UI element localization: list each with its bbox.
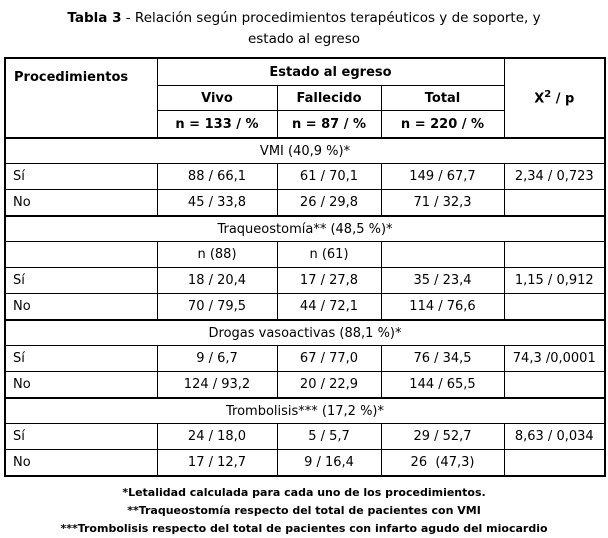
header-chi-p — [504, 58, 605, 138]
cell-chi — [504, 372, 605, 399]
table-title — [4, 8, 604, 50]
footnote-letalidad: *Letalidad calculada para cada uno de los procedimientos. — [122, 486, 486, 499]
table-title-line2: estado al egreso — [247, 31, 361, 47]
cell-fallecido: 44 / 72,1 — [277, 294, 381, 321]
row-label: Sí — [5, 424, 157, 450]
row-label: Sí — [5, 346, 157, 372]
cell-chi — [504, 450, 605, 477]
chi-p: / p — [551, 91, 575, 107]
row-label: Sí — [5, 268, 157, 294]
row-label: No — [5, 372, 157, 399]
cell-fallecido: 9 / 16,4 — [277, 450, 381, 477]
row-label: Sí — [5, 164, 157, 190]
header-n-total: n = 220 / % — [381, 111, 504, 139]
table-row-traqueostomia-si — [5, 268, 605, 294]
row-label — [5, 242, 157, 268]
row-label: No — [5, 294, 157, 321]
data-table — [4, 57, 606, 477]
header-procedimientos: Procedimientos — [5, 58, 157, 138]
table-row-trombolisis-si — [5, 424, 605, 450]
cell-total: 35 / 23,4 — [381, 268, 504, 294]
cell-vivo: 124 / 93,2 — [157, 372, 277, 399]
cell-total: 26 (47,3) — [381, 450, 504, 477]
cell-vivo: 70 / 79,5 — [157, 294, 277, 321]
cell-vivo: 18 / 20,4 — [157, 268, 277, 294]
section-header-traqueostomia: Traqueostomía** (48,5 %)* — [5, 216, 605, 242]
section-header-row-vmi — [5, 138, 605, 164]
table-row-traqueostomia-n — [5, 242, 605, 268]
cell-fallecido: 26 / 29,8 — [277, 190, 381, 217]
cell-vivo: 17 / 12,7 — [157, 450, 277, 477]
footnote-trombolisis: ***Trombolisis respecto del total de pacientes con infarto agudo del miocardio — [60, 522, 548, 535]
cell-n-fallecido: n (61) — [277, 242, 381, 268]
cell-total: 114 / 76,6 — [381, 294, 504, 321]
cell-vivo: 9 / 6,7 — [157, 346, 277, 372]
table-row-drogas-no — [5, 372, 605, 399]
cell-n-vivo: n (88) — [157, 242, 277, 268]
row-label: No — [5, 190, 157, 217]
cell-fallecido: 17 / 27,8 — [277, 268, 381, 294]
header-n-fallecido: n = 87 / % — [277, 111, 381, 139]
cell-total: 149 / 67,7 — [381, 164, 504, 190]
table-row-trombolisis-no — [5, 450, 605, 477]
cell-chi: 2,34 / 0,723 — [504, 164, 605, 190]
cell-total: 71 / 32,3 — [381, 190, 504, 217]
footnotes — [4, 484, 604, 538]
header-row-1 — [5, 58, 605, 86]
cell-fallecido: 5 / 5,7 — [277, 424, 381, 450]
table-title-label: Tabla 3 — [67, 10, 122, 26]
chi-x: X — [534, 91, 545, 107]
table-row-vmi-si — [5, 164, 605, 190]
table-row-traqueostomia-no — [5, 294, 605, 321]
table-title-line1: - Relación según procedimientos terapéuticos y de soporte, y — [121, 10, 541, 26]
cell-vivo: 88 / 66,1 — [157, 164, 277, 190]
section-header-trombolisis: Trombolisis*** (17,2 %)* — [5, 398, 605, 424]
cell-fallecido: 61 / 70,1 — [277, 164, 381, 190]
cell-chi — [504, 294, 605, 321]
header-vivo: Vivo — [157, 86, 277, 111]
header-fallecido: Fallecido — [277, 86, 381, 111]
cell-chi — [504, 190, 605, 217]
cell-vivo: 45 / 33,8 — [157, 190, 277, 217]
row-label: No — [5, 450, 157, 477]
section-header-row-drogas — [5, 320, 605, 346]
cell-chi: 1,15 / 0,912 — [504, 268, 605, 294]
section-header-vmi: VMI (40,9 %)* — [5, 138, 605, 164]
section-header-row-traqueostomia — [5, 216, 605, 242]
header-estado-al-egreso: Estado al egreso — [157, 58, 504, 86]
header-n-vivo: n = 133 / % — [157, 111, 277, 139]
section-header-drogas: Drogas vasoactivas (88,1 %)* — [5, 320, 605, 346]
section-header-row-trombolisis — [5, 398, 605, 424]
cell-total: 76 / 34,5 — [381, 346, 504, 372]
cell-fallecido: 20 / 22,9 — [277, 372, 381, 399]
cell-vivo: 24 / 18,0 — [157, 424, 277, 450]
header-total: Total — [381, 86, 504, 111]
table-row-vmi-no — [5, 190, 605, 217]
cell-fallecido: 67 / 77,0 — [277, 346, 381, 372]
cell-total: 144 / 65,5 — [381, 372, 504, 399]
table-row-drogas-si — [5, 346, 605, 372]
cell-total: 29 / 52,7 — [381, 424, 504, 450]
cell-n-chi — [504, 242, 605, 268]
cell-chi: 74,3 /0,0001 — [504, 346, 605, 372]
cell-n-total — [381, 242, 504, 268]
footnote-traqueostomia: **Traqueostomía respecto del total de pacientes con VMI — [127, 504, 481, 517]
cell-chi: 8,63 / 0,034 — [504, 424, 605, 450]
chi-exponent: 2 — [544, 89, 552, 101]
